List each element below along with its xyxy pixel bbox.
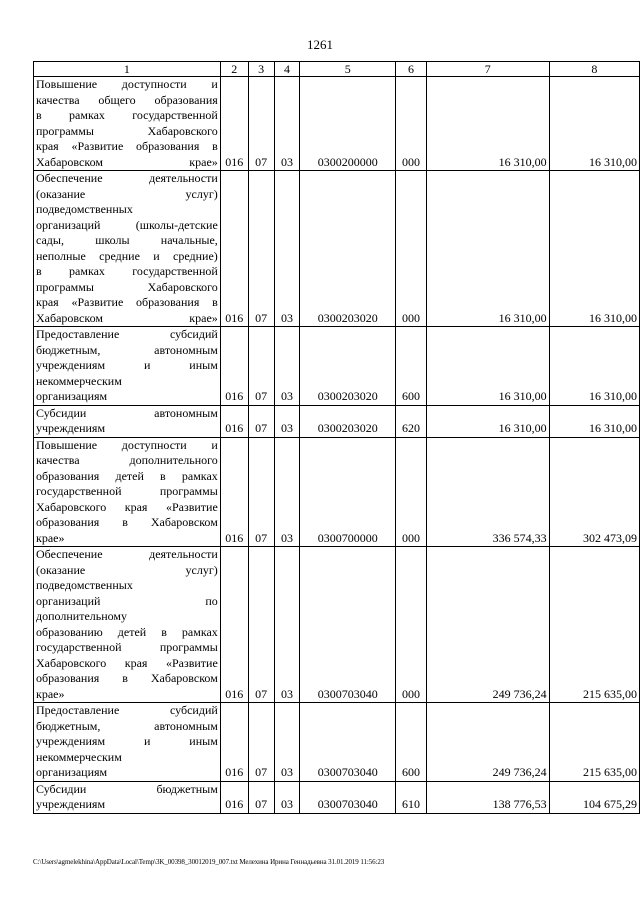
item-name — [34, 703, 221, 782]
item-name-line: образования в Хабаровском — [36, 671, 218, 685]
subsection-code: 03 — [274, 171, 300, 327]
column-header: 3 — [248, 62, 274, 77]
item-name — [34, 437, 221, 547]
subsection-code: 03 — [274, 547, 300, 703]
item-name-line: Хабаровском крае» — [36, 154, 218, 169]
column-header: 7 — [426, 62, 549, 77]
subsection-code: 03 — [274, 781, 300, 813]
amount-year-1: 336 574,33 — [426, 437, 549, 547]
target-article-code: 0300203020 — [300, 327, 396, 406]
amount-year-1: 16 310,00 — [426, 405, 549, 437]
file-path-footer: C:\Users\agmelekhina\AppData\Local\Temp\3K_00398_30012019_007.txt Мелехина Ирина Геннадьевна 31.01.2019 11:56:23 — [33, 858, 385, 866]
target-article-code: 0300703040 — [300, 703, 396, 782]
item-name — [34, 77, 221, 171]
expense-type-code: 000 — [396, 437, 427, 547]
item-name-line: Предоставление субсидий — [36, 327, 218, 341]
table-row — [34, 781, 640, 813]
column-header: 5 — [300, 62, 396, 77]
item-name-line: крае» — [36, 530, 65, 545]
section-code: 07 — [248, 405, 274, 437]
ministry-code: 016 — [220, 77, 248, 171]
item-name-line: Субсидии автономным — [36, 405, 218, 420]
subsection-code: 03 — [274, 77, 300, 171]
section-code: 07 — [248, 547, 274, 703]
item-name-line: Хабаровском крае» — [36, 310, 218, 325]
column-header: 2 — [220, 62, 248, 77]
table-row — [34, 171, 640, 327]
amount-year-1: 16 310,00 — [426, 171, 549, 327]
target-article-code: 0300200000 — [300, 77, 396, 171]
page-number: 1261 — [307, 37, 333, 52]
item-name-line: организациям — [36, 389, 108, 403]
item-name-line: сады, школы начальные, — [36, 233, 218, 247]
item-name-line: организаций (школы-детские — [36, 217, 218, 232]
amount-year-2: 215 635,00 — [549, 703, 639, 782]
target-article-code: 0300203020 — [300, 405, 396, 437]
item-name-line: образованию детей в рамках — [36, 624, 218, 639]
amount-year-2: 16 310,00 — [549, 405, 639, 437]
section-code: 07 — [248, 327, 274, 406]
item-name-line: Хабаровского края «Развитие — [36, 499, 218, 514]
table-row — [34, 547, 640, 703]
item-name-line: организаций по — [36, 593, 218, 608]
ministry-code: 016 — [220, 781, 248, 813]
target-article-code: 0300703040 — [300, 781, 396, 813]
item-name-line: Субсидии бюджетным — [36, 781, 218, 796]
amount-year-1: 249 736,24 — [426, 703, 549, 782]
item-name-line: государственной программы — [36, 640, 218, 654]
section-code: 07 — [248, 171, 274, 327]
section-code: 07 — [248, 437, 274, 547]
subsection-code: 03 — [274, 437, 300, 547]
amount-year-2: 104 675,29 — [549, 781, 639, 813]
budget-table — [33, 61, 640, 814]
subsection-code: 03 — [274, 327, 300, 406]
expense-type-code: 000 — [396, 547, 427, 703]
item-name-line: (оказание услуг) — [36, 186, 218, 201]
target-article-code: 0300700000 — [300, 437, 396, 547]
ministry-code: 016 — [220, 405, 248, 437]
item-name-line: качества общего образования — [36, 92, 218, 107]
table-row — [34, 77, 640, 171]
amount-year-2: 16 310,00 — [549, 171, 639, 327]
column-header: 1 — [34, 62, 221, 77]
table-row — [34, 703, 640, 782]
item-name-line: Обеспечение деятельности — [36, 171, 218, 185]
ministry-code: 016 — [220, 703, 248, 782]
section-code: 07 — [248, 77, 274, 171]
item-name-line: качества дополнительного — [36, 453, 218, 467]
table-row — [34, 405, 640, 437]
item-name-line: государственной программы — [36, 484, 218, 498]
item-name — [34, 405, 221, 437]
ministry-code: 016 — [220, 171, 248, 327]
item-name — [34, 781, 221, 813]
amount-year-1: 249 736,24 — [426, 547, 549, 703]
item-name-line: Предоставление субсидий — [36, 703, 218, 717]
expense-type-code: 620 — [396, 405, 427, 437]
amount-year-2: 16 310,00 — [549, 77, 639, 171]
item-name-line: Повышение доступности и — [36, 437, 218, 452]
item-name-line: бюджетным, автономным — [36, 718, 218, 733]
item-name-line: неполные средние и средние) — [36, 248, 218, 263]
ministry-code: 016 — [220, 547, 248, 703]
item-name-line: края «Развитие образования в — [36, 295, 218, 309]
expense-type-code: 610 — [396, 781, 427, 813]
amount-year-1: 16 310,00 — [426, 327, 549, 406]
item-name-line: некоммерческим — [36, 749, 122, 764]
item-name-line: учреждениям и иным — [36, 734, 218, 748]
item-name-line: бюджетным, автономным — [36, 342, 218, 357]
item-name-line: крае» — [36, 686, 65, 701]
table-row — [34, 327, 640, 406]
ministry-code: 016 — [220, 327, 248, 406]
item-name-line: в рамках государственной — [36, 108, 218, 122]
expense-type-code: 000 — [396, 171, 427, 327]
item-name-line: организациям — [36, 765, 108, 779]
column-header: 4 — [274, 62, 300, 77]
item-name-line: (оказание услуг) — [36, 562, 218, 577]
table-row — [34, 437, 640, 547]
item-name-line: Обеспечение деятельности — [36, 547, 218, 561]
subsection-code: 03 — [274, 405, 300, 437]
subsection-code: 03 — [274, 703, 300, 782]
target-article-code: 0300703040 — [300, 547, 396, 703]
item-name-line: образования в Хабаровском — [36, 515, 218, 529]
item-name-line: дополнительному — [36, 609, 128, 623]
item-name-line: подведомственных — [36, 202, 133, 216]
amount-year-2: 302 473,09 — [549, 437, 639, 547]
expense-type-code: 000 — [396, 77, 427, 171]
target-article-code: 0300203020 — [300, 171, 396, 327]
amount-year-1: 138 776,53 — [426, 781, 549, 813]
column-header: 6 — [396, 62, 427, 77]
item-name-line: Хабаровского края «Развитие — [36, 655, 218, 670]
item-name-line: программы Хабаровского — [36, 279, 218, 294]
expense-type-code: 600 — [396, 327, 427, 406]
item-name-line: программы Хабаровского — [36, 123, 218, 138]
item-name-line: некоммерческим — [36, 373, 122, 388]
item-name — [34, 547, 221, 703]
amount-year-2: 16 310,00 — [549, 327, 639, 406]
item-name-line: учреждениям — [36, 421, 106, 435]
item-name-line: в рамках государственной — [36, 264, 218, 278]
amount-year-2: 215 635,00 — [549, 547, 639, 703]
amount-year-1: 16 310,00 — [426, 77, 549, 171]
item-name-line: учреждениям и иным — [36, 358, 218, 372]
item-name-line: Повышение доступности и — [36, 77, 218, 91]
ministry-code: 016 — [220, 437, 248, 547]
table-header-row — [34, 62, 640, 77]
item-name-line: образования детей в рамках — [36, 468, 218, 483]
item-name-line: учреждениям — [36, 797, 106, 811]
item-name-line: края «Развитие образования в — [36, 139, 218, 153]
item-name-line: подведомственных — [36, 578, 133, 592]
section-code: 07 — [248, 781, 274, 813]
expense-type-code: 600 — [396, 703, 427, 782]
section-code: 07 — [248, 703, 274, 782]
column-header: 8 — [549, 62, 639, 77]
item-name — [34, 327, 221, 406]
item-name — [34, 171, 221, 327]
